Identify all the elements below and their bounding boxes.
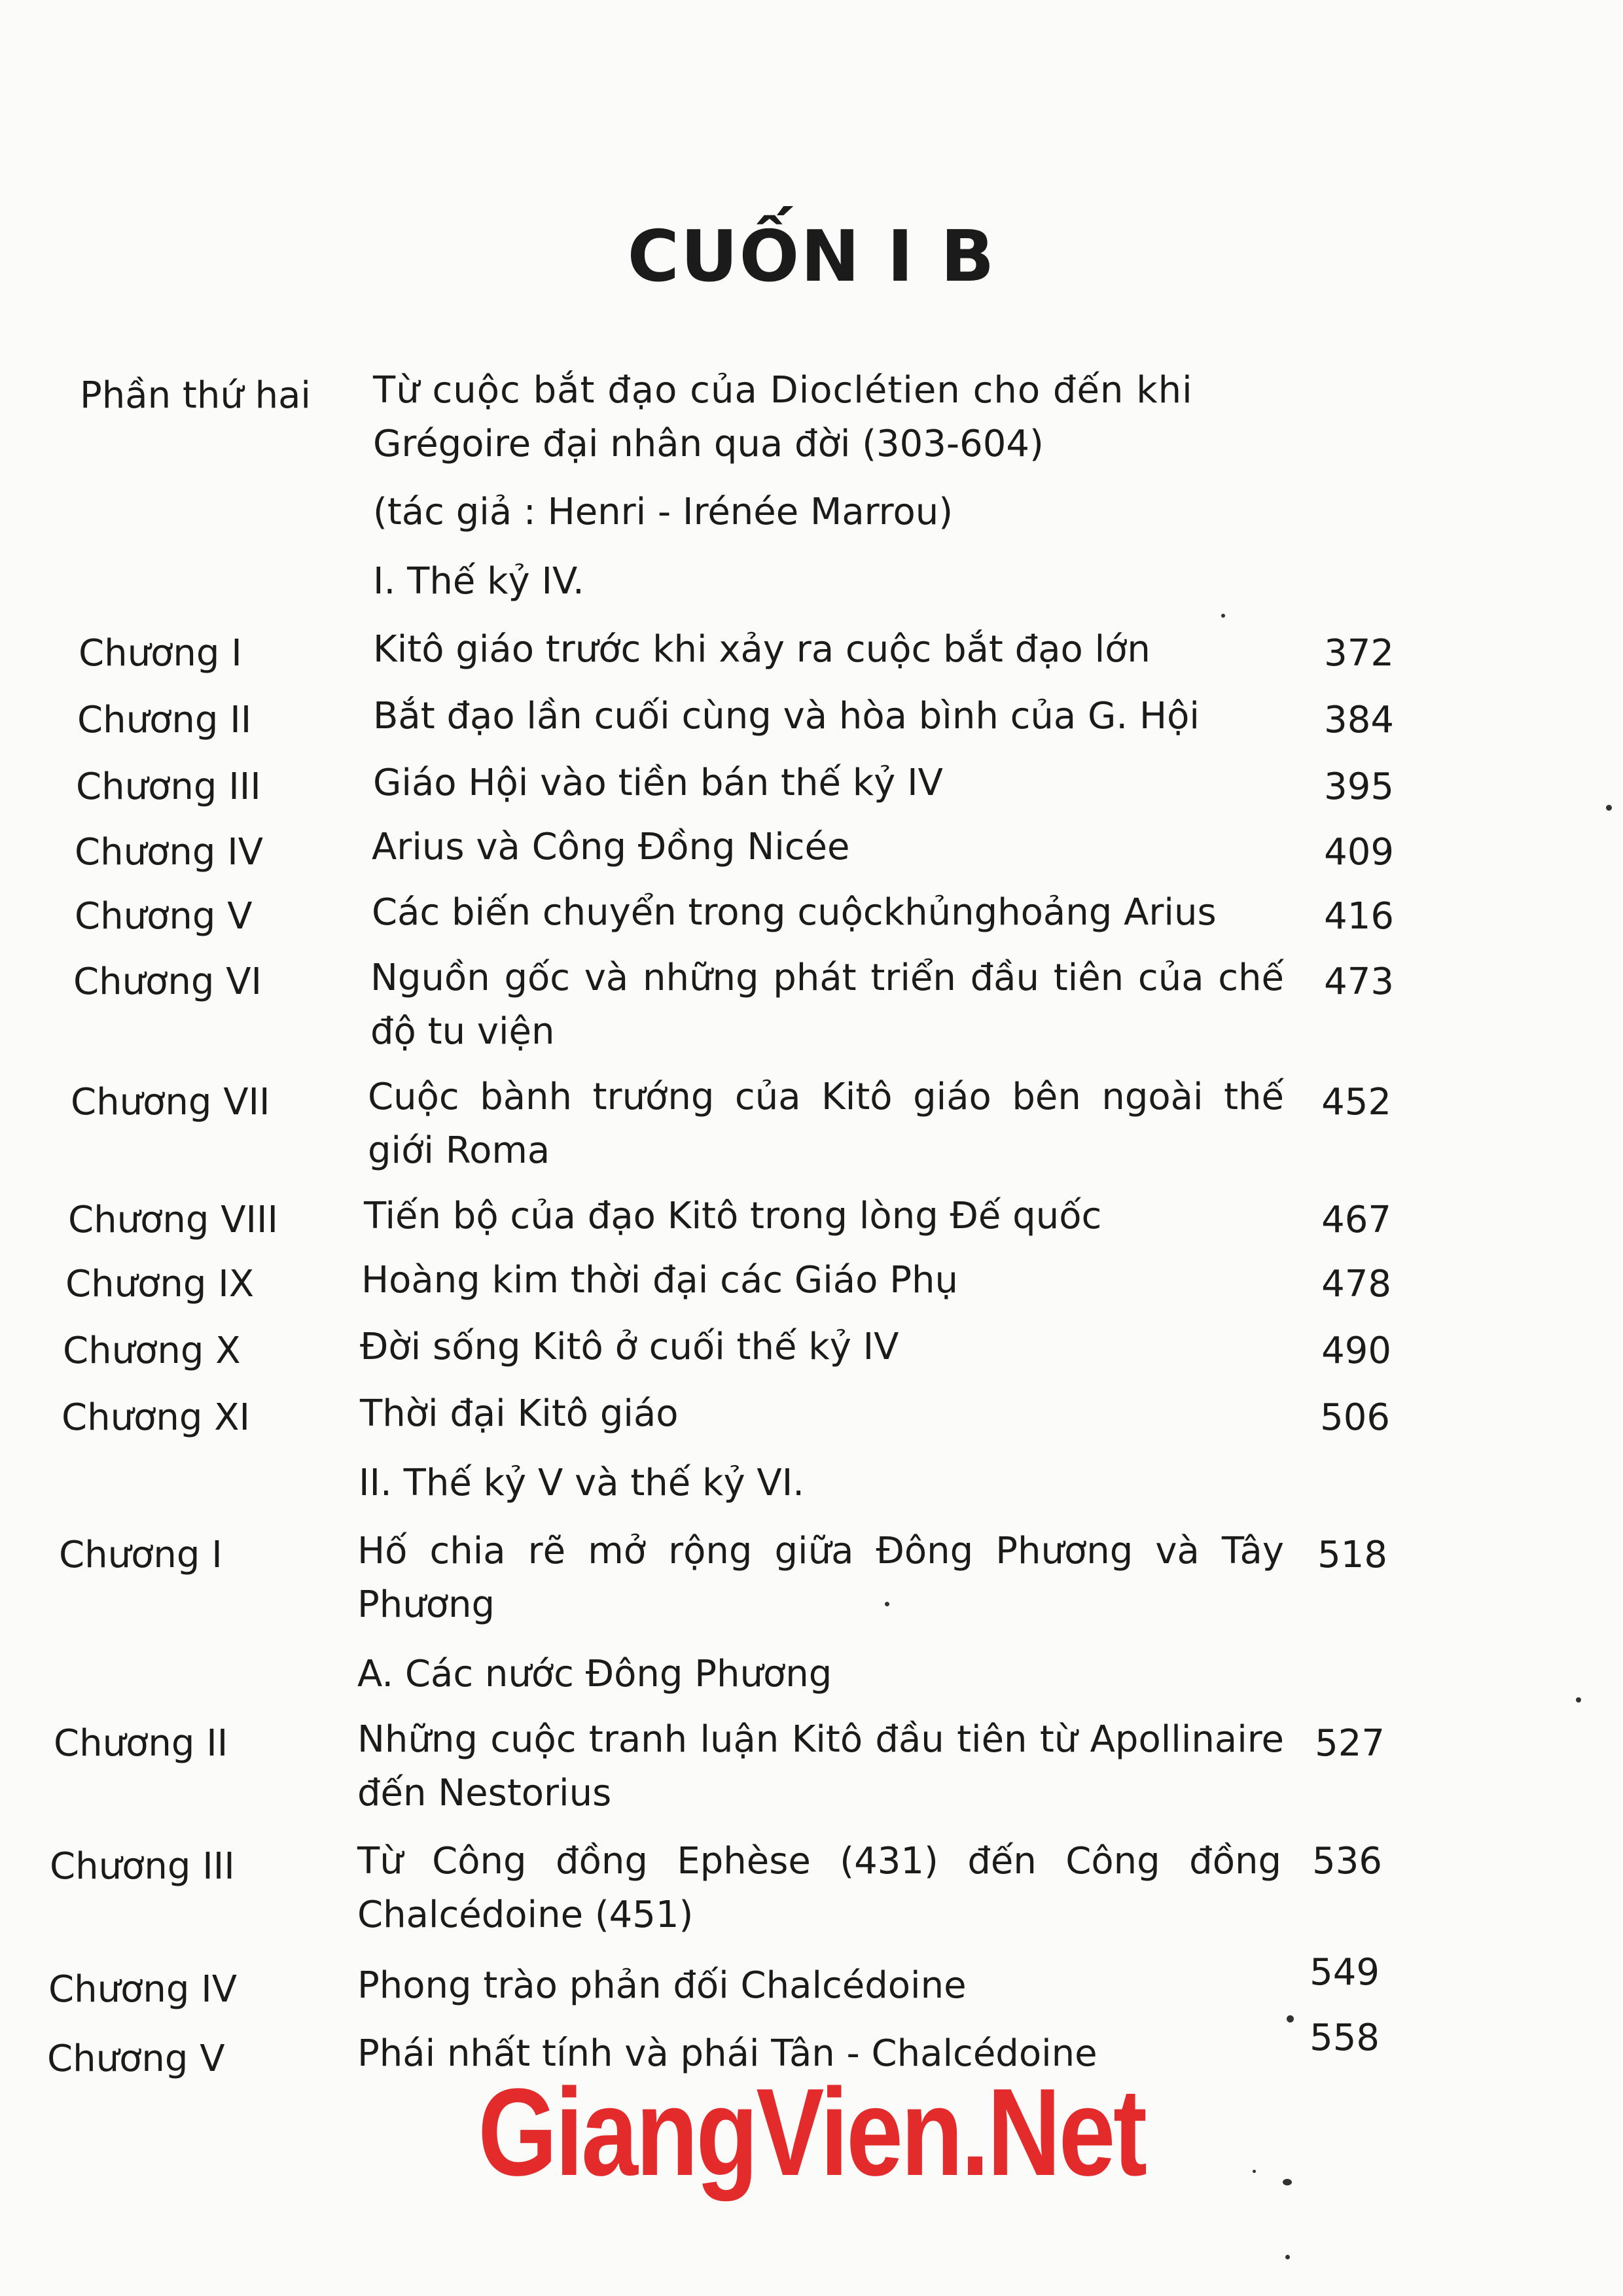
scan-speck bbox=[1221, 614, 1225, 618]
part-title-line1: Từ cuộc bắt đạo của Dioclétien cho đến khi bbox=[373, 369, 1193, 412]
chapter-title: Nguồn gốc và những phát triển đầu tiên của chế độ tu viện bbox=[370, 957, 1284, 1053]
chapter-page: 558 bbox=[1310, 2017, 1380, 2059]
chapter-title: Từ Công đồng Ephèse (431) đến Công đồng Chalcédoine (451) bbox=[357, 1840, 1281, 1936]
chapter-label: Chương IV bbox=[48, 1968, 238, 2011]
scan-speck bbox=[1576, 1697, 1581, 1703]
chapter-title: Đời sống Kitô ở cuối thế kỷ IV bbox=[360, 1326, 899, 1368]
chapter-label: Chương V bbox=[75, 895, 253, 938]
chapter-title: Tiến bộ của đạo Kitô trong lòng Đế quốc bbox=[364, 1195, 1102, 1237]
chapter-title: Hố chia rẽ mở rộng giữa Đông Phương và Tây Phương bbox=[357, 1530, 1284, 1626]
page-title: CUỐN I B bbox=[627, 216, 996, 298]
chapter-label: Chương II bbox=[77, 699, 252, 741]
part-label: Phần thứ hai bbox=[80, 374, 311, 417]
chapter-page: 518 bbox=[1317, 1534, 1387, 1576]
chapter-title: Phong trào phản đối Chalcédoine bbox=[357, 1964, 967, 2007]
scan-speck bbox=[1287, 2015, 1294, 2022]
chapter-label: Chương X bbox=[63, 1330, 241, 1372]
chapter-page: 416 bbox=[1324, 895, 1394, 938]
chapter-title: Những cuộc tranh luận Kitô đầu tiên từ Apollinaire đến Nestorius bbox=[357, 1718, 1284, 1814]
chapter-title: Cuộc bành trướng của Kitô giáo bên ngoài thế giới Roma bbox=[368, 1076, 1284, 1172]
chapter-label: Chương VI bbox=[73, 961, 262, 1003]
scan-speck bbox=[1606, 805, 1612, 811]
chapter-label: Chương IX bbox=[65, 1263, 255, 1305]
chapter-page: 473 bbox=[1324, 961, 1394, 1003]
scan-speck bbox=[1283, 2179, 1292, 2185]
chapter-label: Chương III bbox=[76, 766, 261, 808]
part-title-line2: Grégoire đại nhân qua đời (303-604) bbox=[373, 423, 1044, 465]
chapter-label: Chương VIII bbox=[68, 1199, 279, 1241]
chapter-label: Chương I bbox=[79, 632, 242, 675]
chapter-title: Các biến chuyển trong cuộckhủnghoảng Arius bbox=[372, 891, 1217, 934]
chapter-page: 409 bbox=[1324, 831, 1394, 874]
chapter-label: Chương IV bbox=[75, 831, 264, 874]
section-heading: A. Các nước Đông Phương bbox=[357, 1653, 832, 1695]
chapter-page: 490 bbox=[1321, 1330, 1391, 1372]
part-author: (tác giả : Henri - Irénée Marrou) bbox=[373, 491, 954, 533]
chapter-page: 478 bbox=[1321, 1263, 1391, 1305]
section-heading: II. Thế kỷ V và thế kỷ VI. bbox=[359, 1462, 805, 1504]
watermark-logo: GiangVien.Net bbox=[478, 2063, 1145, 2202]
chapter-page: 549 bbox=[1310, 1951, 1380, 1994]
chapter-label: Chương XI bbox=[62, 1396, 251, 1439]
chapter-page: 506 bbox=[1320, 1396, 1390, 1439]
chapter-label: Chương II bbox=[54, 1722, 228, 1765]
scan-speck bbox=[1285, 2255, 1290, 2259]
section-heading: I. Thế kỷ IV. bbox=[373, 560, 584, 603]
chapter-page: 536 bbox=[1312, 1840, 1382, 1882]
chapter-title: Giáo Hội vào tiền bán thế kỷ IV bbox=[373, 762, 943, 804]
chapter-label: Chương VII bbox=[71, 1081, 270, 1123]
scan-speck bbox=[1253, 2170, 1256, 2173]
chapter-page: 467 bbox=[1321, 1199, 1391, 1241]
chapter-title: Phái nhất tính và phái Tân - Chalcédoine bbox=[357, 2032, 1097, 2075]
chapter-page: 372 bbox=[1324, 632, 1394, 675]
chapter-label: Chương III bbox=[50, 1845, 235, 1888]
chapter-title: Bắt đạo lần cuối cùng và hòa bình của G. Hội bbox=[373, 695, 1200, 737]
chapter-page: 527 bbox=[1315, 1722, 1385, 1765]
chapter-title: Kitô giáo trước khi xảy ra cuộc bắt đạo lớn bbox=[373, 628, 1150, 671]
scan-speck bbox=[885, 1602, 889, 1606]
chapter-title: Thời đại Kitô giáo bbox=[360, 1392, 679, 1435]
chapter-label: Chương V bbox=[47, 2038, 225, 2080]
chapter-page: 384 bbox=[1324, 699, 1394, 741]
chapter-title: Hoàng kim thời đại các Giáo Phụ bbox=[361, 1259, 958, 1301]
chapter-label: Chương I bbox=[59, 1534, 223, 1576]
chapter-page: 452 bbox=[1321, 1081, 1391, 1123]
chapter-page: 395 bbox=[1324, 766, 1394, 808]
chapter-title: Arius và Công Đồng Nicée bbox=[372, 826, 850, 868]
